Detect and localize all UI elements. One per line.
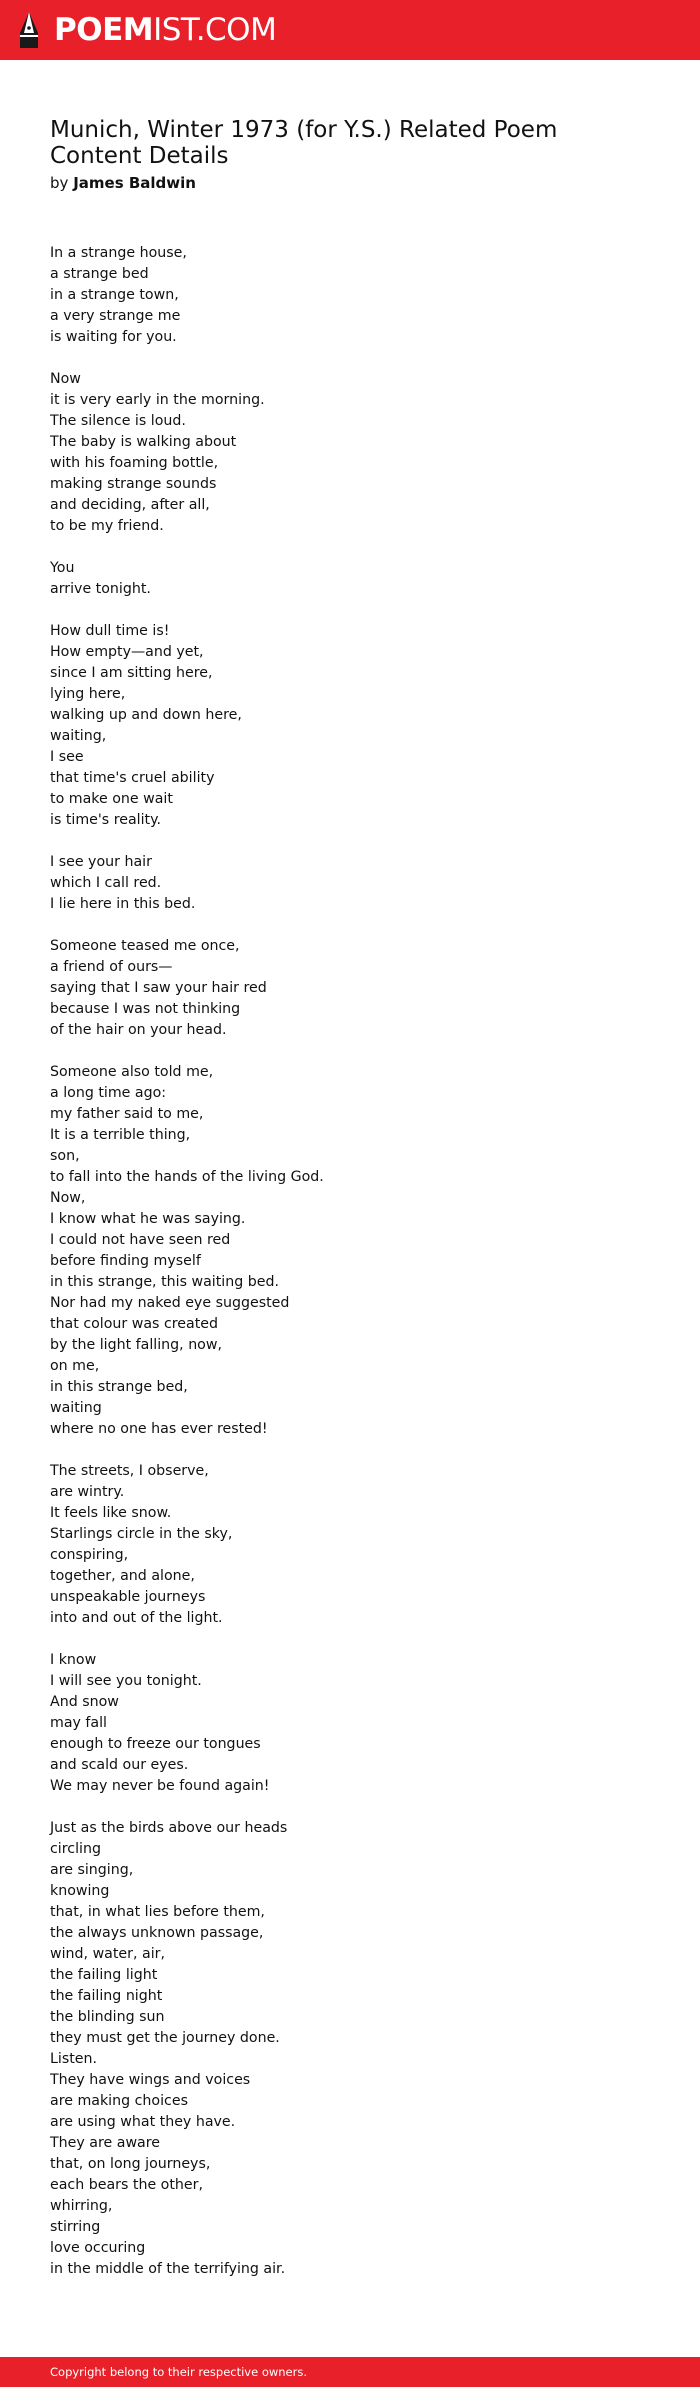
poem-line: They are aware bbox=[50, 2135, 160, 2151]
poem-line: How dull time is! bbox=[50, 623, 170, 639]
poem-stanza bbox=[50, 936, 650, 1041]
poem-stanza bbox=[50, 621, 650, 831]
author-name: James Baldwin bbox=[73, 174, 196, 192]
poem-line: walking up and down here, bbox=[50, 707, 242, 723]
poem-line: How empty—and yet, bbox=[50, 644, 204, 660]
poem-line: a strange bed bbox=[50, 266, 149, 282]
poem-line: stirring bbox=[50, 2219, 101, 2235]
poem-line: Starlings circle in the sky, bbox=[50, 1526, 233, 1542]
poem-line: together, and alone, bbox=[50, 1568, 195, 1584]
poem-line: and deciding, after all, bbox=[50, 497, 210, 513]
poem-line: they must get the journey done. bbox=[50, 2030, 280, 2046]
poem-line: son, bbox=[50, 1148, 80, 1164]
poem-line: Nor had my naked eye suggested bbox=[50, 1295, 290, 1311]
poem-line: I know what he was saying. bbox=[50, 1211, 246, 1227]
poem-line: waiting bbox=[50, 1400, 102, 1416]
poem-line: is waiting for you. bbox=[50, 329, 177, 345]
poem-line: I will see you tonight. bbox=[50, 1673, 202, 1689]
poem-line: I know bbox=[50, 1652, 97, 1668]
poem-line: to be my friend. bbox=[50, 518, 164, 534]
poem-line: is time's reality. bbox=[50, 812, 161, 828]
poem-line: the always unknown passage, bbox=[50, 1925, 264, 1941]
poem-line: arrive tonight. bbox=[50, 581, 151, 597]
poem-line: that colour was created bbox=[50, 1316, 218, 1332]
poem-line: In a strange house, bbox=[50, 245, 187, 261]
poem-line: conspiring, bbox=[50, 1547, 129, 1563]
poem-line: enough to freeze our tongues bbox=[50, 1736, 261, 1752]
poem-stanza bbox=[50, 369, 650, 537]
poem-line: the failing light bbox=[50, 1967, 158, 1983]
poem-line: are singing, bbox=[50, 1862, 134, 1878]
poem-line: Now bbox=[50, 371, 81, 387]
logo-thin-text: IST.COM bbox=[153, 12, 277, 48]
poem-line: I see your hair bbox=[50, 854, 152, 870]
poem-line: on me, bbox=[50, 1358, 100, 1374]
poem-line: I could not have seen red bbox=[50, 1232, 231, 1248]
poem-line: wind, water, air, bbox=[50, 1946, 165, 1962]
poem-line: saying that I saw your hair red bbox=[50, 980, 267, 996]
poem-line: And snow bbox=[50, 1694, 119, 1710]
poem-line: before finding myself bbox=[50, 1253, 201, 1269]
site-logo[interactable] bbox=[18, 10, 276, 50]
poem-line: are making choices bbox=[50, 2093, 188, 2109]
poem-line: where no one has ever rested! bbox=[50, 1421, 268, 1437]
byline bbox=[50, 173, 650, 193]
poem-line: Now, bbox=[50, 1190, 86, 1206]
copyright-text: Copyright belong to their respective owners. bbox=[50, 2365, 308, 2379]
poem-line: that time's cruel ability bbox=[50, 770, 215, 786]
poem-line: in this strange, this waiting bed. bbox=[50, 1274, 279, 1290]
poem-line: a friend of ours— bbox=[50, 959, 173, 975]
poem-stanza bbox=[50, 1650, 650, 1797]
site-footer bbox=[0, 2357, 700, 2387]
poem-line: to fall into the hands of the living God. bbox=[50, 1169, 324, 1185]
poem-line: lying here, bbox=[50, 686, 126, 702]
poem-line: It is a terrible thing, bbox=[50, 1127, 191, 1143]
poem-line: Just as the birds above our heads bbox=[50, 1820, 288, 1836]
poem-line: are using what they have. bbox=[50, 2114, 236, 2130]
poem-line: I lie here in this bed. bbox=[50, 896, 196, 912]
poem-line: that, on long journeys, bbox=[50, 2156, 211, 2172]
page-title: Munich, Winter 1973 (for Y.S.) Related Poem Content Details bbox=[50, 117, 558, 169]
poem-line: my father said to me, bbox=[50, 1106, 204, 1122]
site-header bbox=[0, 0, 700, 60]
poem-stanza bbox=[50, 852, 650, 915]
poem-line: unspeakable journeys bbox=[50, 1589, 206, 1605]
poem-line: which I call red. bbox=[50, 875, 162, 891]
poem-stanza bbox=[50, 1461, 650, 1629]
poem-line: that, in what lies before them, bbox=[50, 1904, 265, 1920]
poem-line: You bbox=[50, 560, 75, 576]
poem-body bbox=[50, 243, 650, 2280]
poem-line: it is very early in the morning. bbox=[50, 392, 265, 408]
poem-stanza bbox=[50, 1062, 650, 1440]
poem-line: making strange sounds bbox=[50, 476, 217, 492]
poem-line: waiting, bbox=[50, 728, 107, 744]
poem-stanza bbox=[50, 1818, 650, 2280]
poem-line: to make one wait bbox=[50, 791, 173, 807]
poem-stanza bbox=[50, 243, 650, 348]
poem-line: Someone also told me, bbox=[50, 1064, 214, 1080]
poem-line: whirring, bbox=[50, 2198, 113, 2214]
poem-line: by the light falling, now, bbox=[50, 1337, 222, 1353]
poem-line: into and out of the light. bbox=[50, 1610, 223, 1626]
poem-line: Listen. bbox=[50, 2051, 98, 2067]
poem-line: Someone teased me once, bbox=[50, 938, 240, 954]
poem-line: since I am sitting here, bbox=[50, 665, 213, 681]
poem-line: I see bbox=[50, 749, 84, 765]
pen-nib-icon bbox=[18, 11, 40, 49]
poem-line: in the middle of the terrifying air. bbox=[50, 2261, 286, 2277]
poem-line: The baby is walking about bbox=[50, 434, 237, 450]
by-label: by bbox=[50, 174, 69, 192]
poem-line: in this strange bed, bbox=[50, 1379, 188, 1395]
poem-line: The streets, I observe, bbox=[50, 1463, 209, 1479]
poem-line: The silence is loud. bbox=[50, 413, 186, 429]
poem-line: a very strange me bbox=[50, 308, 181, 324]
logo-text bbox=[54, 10, 276, 50]
poem-line: knowing bbox=[50, 1883, 110, 1899]
poem-line: in a strange town, bbox=[50, 287, 179, 303]
poem-line: with his foaming bottle, bbox=[50, 455, 219, 471]
poem-line: the blinding sun bbox=[50, 2009, 165, 2025]
poem-line: a long time ago: bbox=[50, 1085, 167, 1101]
poem-line: We may never be found again! bbox=[50, 1778, 270, 1794]
poem-line: because I was not thinking bbox=[50, 1001, 241, 1017]
poem-line: love occuring bbox=[50, 2240, 146, 2256]
poem-line: of the hair on your head. bbox=[50, 1022, 227, 1038]
poem-stanza bbox=[50, 558, 650, 600]
poem-line: They have wings and voices bbox=[50, 2072, 251, 2088]
poem-content bbox=[50, 117, 650, 2301]
poem-line: are wintry. bbox=[50, 1484, 125, 1500]
poem-line: the failing night bbox=[50, 1988, 163, 2004]
logo-bold-text: POEM bbox=[54, 12, 154, 48]
poem-line: each bears the other, bbox=[50, 2177, 203, 2193]
poem-line: may fall bbox=[50, 1715, 107, 1731]
poem-line: It feels like snow. bbox=[50, 1505, 172, 1521]
poem-line: circling bbox=[50, 1841, 101, 1857]
poem-line: and scald our eyes. bbox=[50, 1757, 189, 1773]
